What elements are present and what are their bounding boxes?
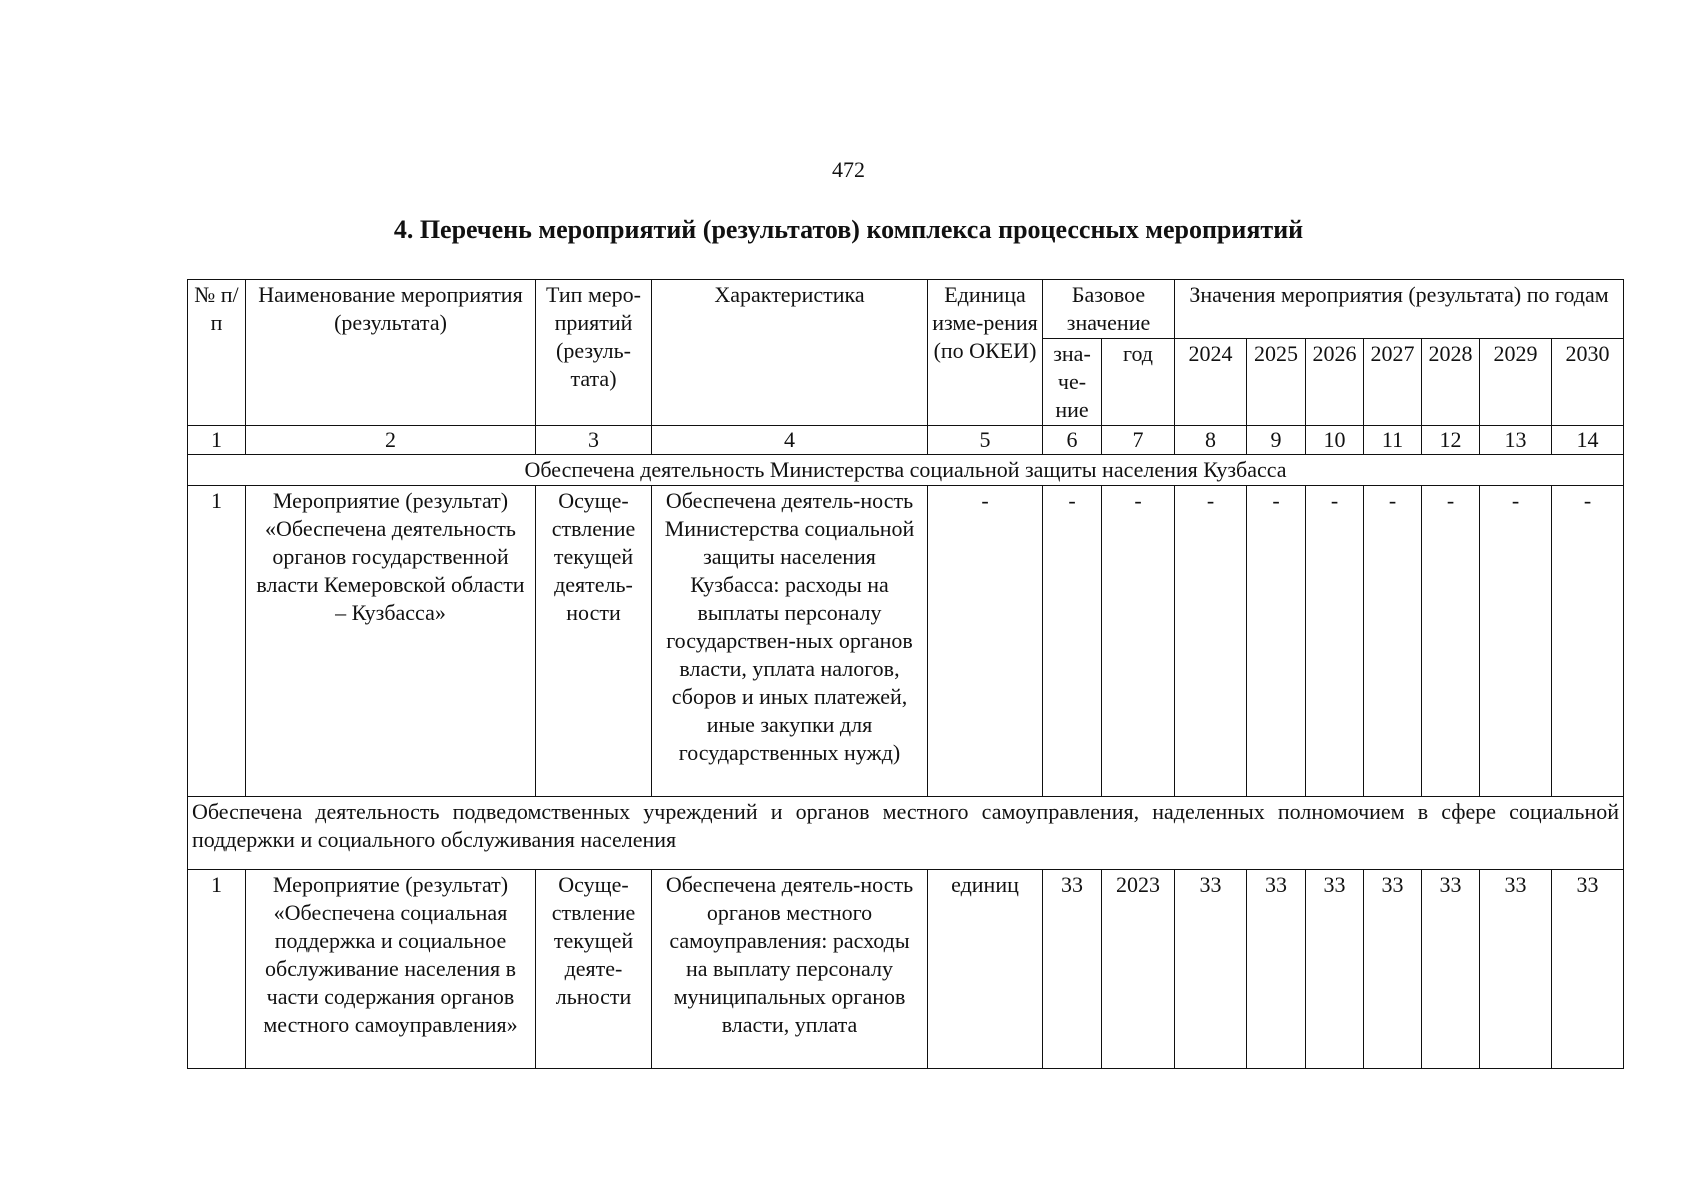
year-value: - [1422,486,1480,797]
column-number: 5 [928,426,1043,455]
base-year: - [1102,486,1175,797]
section-title: Обеспечена деятельность Министерства социальной защиты населения Кузбасса [188,455,1624,486]
header-type: Тип меро-приятий (резуль-тата) [536,280,652,426]
header-num: № п/п [188,280,246,426]
measure-type: Осуще-ствление текущей деяте-льности [536,870,652,1069]
year-value: 33 [1422,870,1480,1069]
base-value: 33 [1043,870,1102,1069]
header-base-value: зна-че-ние [1043,339,1102,426]
section-title: Обеспечена деятельность подведомственных учреждений и органов местного самоуправления, наделенных полномочием в сфере социальной поддержки и социального обслуживания населения [188,797,1624,870]
year-value: - [1480,486,1552,797]
table-row [188,870,1624,1069]
header-year: 2028 [1422,339,1480,426]
year-value: 33 [1306,870,1364,1069]
column-number: 6 [1043,426,1102,455]
header-year: 2030 [1552,339,1624,426]
table-row [188,486,1624,797]
column-number: 3 [536,426,652,455]
page-number: 472 [832,157,865,182]
measure-unit: - [928,486,1043,797]
year-value: 33 [1364,870,1422,1069]
base-value: - [1043,486,1102,797]
column-number: 11 [1364,426,1422,455]
column-number: 8 [1175,426,1247,455]
measure-unit: единиц [928,870,1043,1069]
year-value: - [1306,486,1364,797]
header-characteristic: Характеристика [652,280,928,426]
column-number: 7 [1102,426,1175,455]
year-value: - [1247,486,1306,797]
year-value: - [1364,486,1422,797]
column-number: 13 [1480,426,1552,455]
header-year: 2029 [1480,339,1552,426]
column-number: 1 [188,426,246,455]
measure-name: Мероприятие (результат) «Обеспечена социальная поддержка и социальное обслуживание населения в части содержания органов местного самоуправления» [246,870,536,1069]
column-number: 4 [652,426,928,455]
row-number: 1 [188,486,246,797]
measure-name: Мероприятие (результат) «Обеспечена деятельность органов государственной власти Кемеровской области – Кузбасса» [246,486,536,797]
measures-table [187,279,1624,1069]
header-row [188,280,1624,339]
header-name: Наименование мероприятия (результата) [246,280,536,426]
base-year: 2023 [1102,870,1175,1069]
header-unit: Единица изме-рения (по ОКЕИ) [928,280,1043,426]
section-header-row [188,455,1624,486]
column-number: 2 [246,426,536,455]
header-year: 2025 [1247,339,1306,426]
column-number: 14 [1552,426,1624,455]
year-value: - [1552,486,1624,797]
column-number-row [188,426,1624,455]
header-year: 2027 [1364,339,1422,426]
year-value: 33 [1175,870,1247,1069]
header-base: Базовое значение [1043,280,1175,339]
header-year: 2024 [1175,339,1247,426]
year-value: 33 [1480,870,1552,1069]
column-number: 10 [1306,426,1364,455]
measure-characteristic: Обеспечена деятель-ность органов местного самоуправления: расходы на выплату персоналу муниципальных органов власти, уплата [652,870,928,1069]
measure-characteristic: Обеспечена деятель-ность Министерства социальной защиты населения Кузбасса: расходы на выплаты персоналу государствен-ных органов власти, уплата налогов, сборов и иных платежей, иные закупки для государственных нужд) [652,486,928,797]
row-number: 1 [188,870,246,1069]
year-value: 33 [1552,870,1624,1069]
column-number: 9 [1247,426,1306,455]
section-header-row [188,797,1624,870]
column-number: 12 [1422,426,1480,455]
year-value: 33 [1247,870,1306,1069]
year-value: - [1175,486,1247,797]
measure-type: Осуще-ствление текущей деятель-ности [536,486,652,797]
header-values-by-year: Значения мероприятия (результата) по годам [1175,280,1624,339]
document-title: 4. Перечень мероприятий (результатов) комплекса процессных мероприятий [393,215,1304,244]
header-base-year: год [1102,339,1175,426]
header-year: 2026 [1306,339,1364,426]
